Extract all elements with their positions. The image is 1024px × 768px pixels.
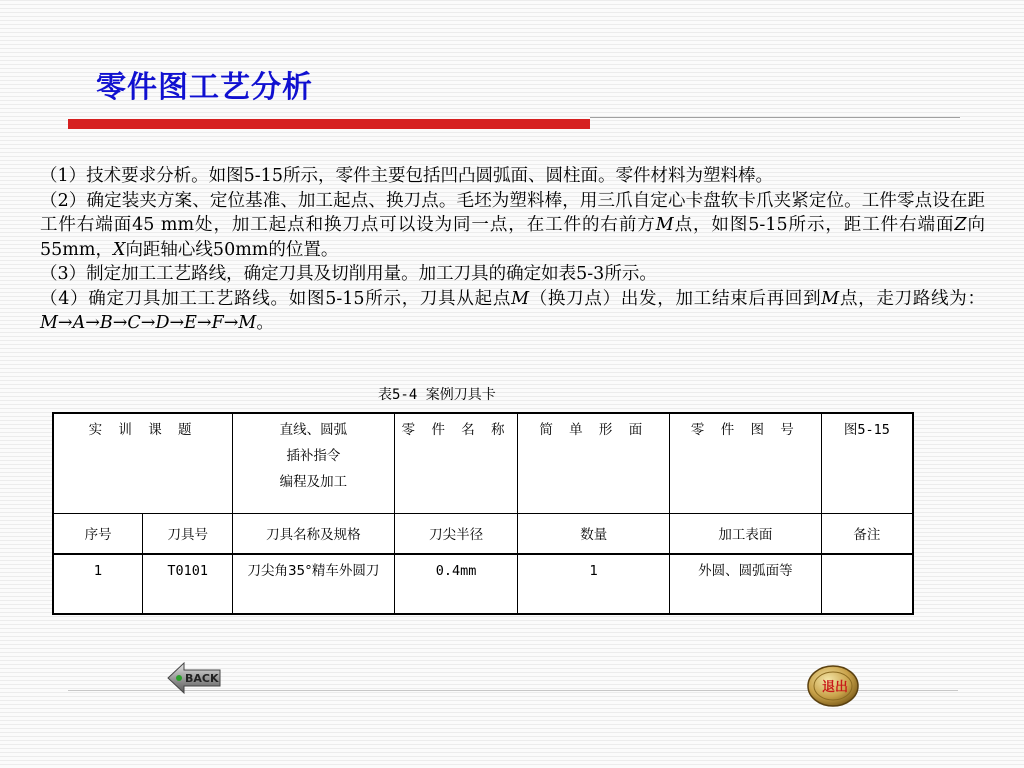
table-row [53,554,913,614]
body-text [40,164,985,336]
cell-remark [821,554,913,614]
column-header-row [53,514,913,555]
column-header: 刀具名称及规格 [233,514,395,555]
label-topic: 实 训 课 题 [53,413,233,514]
tool-route: M→A→B→C→D→E→F→M [40,313,257,333]
svg-text:BACK: BACK [185,672,219,685]
label-drawing-number: 零 件 图 号 [670,413,822,514]
page-title: 零件图工艺分析 [96,70,313,105]
table-caption: 表5-4 案例刀具卡 [378,387,496,403]
tool-card-table [52,412,914,615]
drawing-number: 图5-15 [821,413,913,514]
cell-surface: 外圆、圆弧面等 [670,554,822,614]
topic-line: 编程及加工 [279,474,348,490]
label-part-name: 零 件 名 称 [394,413,518,514]
paragraph-2: （2）确定装夹方案、定位基准、加工起点、换刀点。毛坯为塑料棒，用三爪自定心卡盘软卡爪夹紧定位。工件零点设在距工件右端面45 mm处，加工起点和换刀点可以设为同一点，在工件的右前方M点，如图5-15所示，距工件右端面Z向55mm，X向距轴心线50mm的位置。 [40,190,985,260]
exit-button[interactable] [806,664,860,708]
back-button[interactable] [166,660,222,696]
exit-icon [806,664,860,708]
column-header: 刀尖半径 [394,514,518,555]
cell-tool-no: T0101 [143,554,233,614]
paragraph-1: （1）技术要求分析。如图5-15所示，零件主要包括凹凸圆弧面、圆柱面。零件材料为塑料棒。 [40,166,773,186]
title-red-rule [68,119,590,129]
cell-nose-radius: 0.4mm [394,554,518,614]
column-header: 刀具号 [143,514,233,555]
topic-value [233,413,395,514]
label-shape: 简 单 形 面 [518,413,670,514]
column-header: 序号 [53,514,143,555]
column-header: 数量 [518,514,670,555]
paragraph-3: （3）制定加工工艺路线，确定刀具及切削用量。加工刀具的确定如表5-3所示。 [40,264,657,284]
paragraph-4: （4）确定刀具加工工艺路线。如图5-15所示，刀具从起点M（换刀点）出发，加工结束后再回到M点，走刀路线为：M→A→B→C→D→E→F→M。 [40,288,986,333]
column-header: 备注 [821,514,913,555]
back-arrow-icon [166,660,222,696]
topic-line: 直线、圆弧 [279,422,348,438]
table-header-row [53,413,913,514]
cell-quantity: 1 [518,554,670,614]
svg-text:退出: 退出 [822,680,849,695]
title-thin-rule [590,117,960,118]
cell-no: 1 [53,554,143,614]
cell-tool-name: 刀尖角35°精车外圆刀 [233,554,395,614]
column-header: 加工表面 [670,514,822,555]
topic-line: 插补指令 [286,448,341,464]
